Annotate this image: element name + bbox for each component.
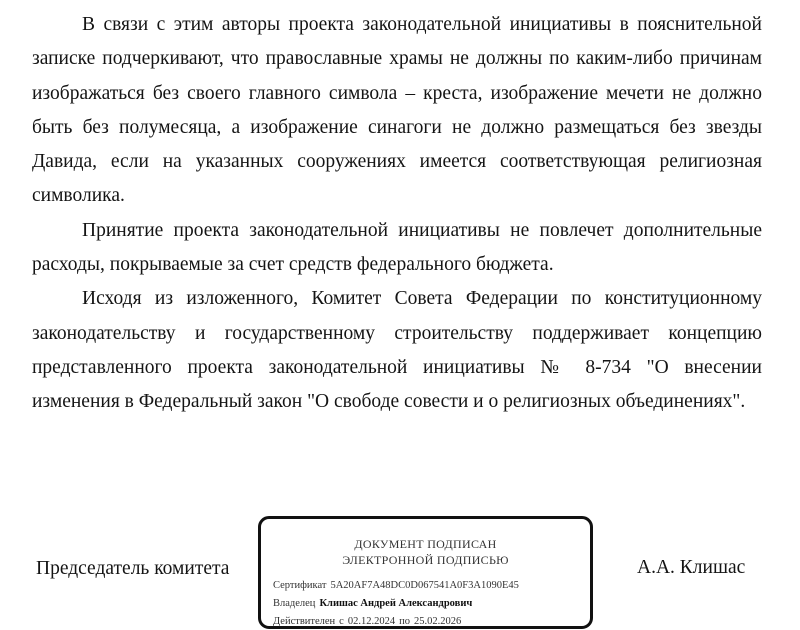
certificate-value: 5A20AF7A48DC0D067541A0F3A1090E45: [330, 580, 519, 591]
valid-from: 02.12.2024: [347, 616, 396, 627]
document-body: [32, 8, 762, 420]
stamp-title-line2: ЭЛЕКТРОННОЙ ПОДПИСЬЮ: [342, 553, 509, 567]
owner-value: Клишас Андрей Александрович: [319, 598, 473, 609]
paragraph-budget: Принятие проекта законодательной инициативы не повлечет дополнительные расходы, покрываемые за счет средств федерального бюджета.: [32, 219, 762, 276]
valid-from-label: с: [339, 616, 344, 627]
signature-block: [0, 510, 800, 630]
paragraph-conclusion: Исходя из изложенного, Комитет Совета Федерации по конституционному законодательству и государственному строительству поддерживает концепцию представленного проекта законодательной инициативы № 8-734 "О внесении изменения в Федеральный закон "О свободе совести и о религиозных объединениях".: [32, 288, 762, 413]
paragraph-religious-symbols: В связи с этим авторы проекта законодательной инициативы в пояснительной записке подчеркивают, что православные храмы не должны по каким-либо причинам изображаться без своего главного символа – креста, изображение мечети не должно быть без полумесяца, а изображение синагоги не должно размещаться без звезды Давида, если на указанных сооружениях имеется соответствующая религиозная символика.: [32, 14, 762, 207]
electronic-signature-stamp: [258, 516, 593, 629]
stamp-validity: [273, 615, 461, 628]
stamp-owner: [273, 597, 472, 610]
valid-to: 25.02.2026: [413, 616, 462, 627]
valid-label: Действителен: [273, 616, 336, 627]
owner-label: Владелец: [273, 598, 316, 609]
certificate-label: Сертификат: [273, 580, 327, 591]
signer-name: А.А. Клишас: [637, 557, 746, 578]
stamp-certificate: [273, 579, 519, 592]
stamp-title-line1: ДОКУМЕНТ ПОДПИСАН: [354, 537, 497, 551]
signer-position: Председатель комитета: [36, 558, 230, 579]
valid-to-label: по: [399, 616, 410, 627]
